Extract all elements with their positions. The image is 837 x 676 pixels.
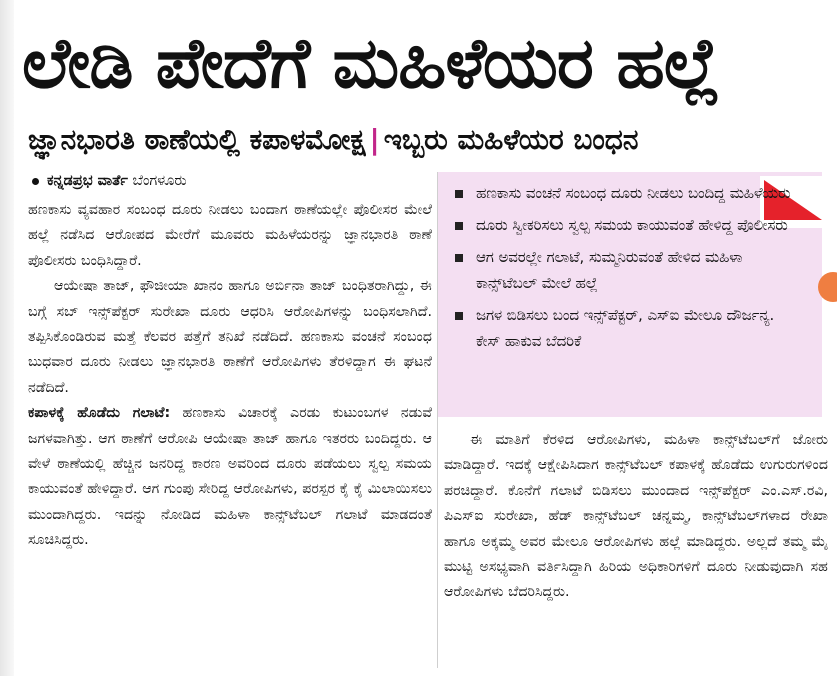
subheadline [28,120,836,160]
left-column [28,198,432,668]
paragraph-1: ಹಣಕಾಸು ವ್ಯವಹಾರ ಸಂಬಂಧ ದೂರು ನೀಡಲು ಬಂದಾಗ ಠಾಣೆಯಲ್ಲೇ ಪೊಲೀಸರ ಮೇಲೆ ಹಲ್ಲೆ ನಡೆಸಿದ ಆರೋಪದ ಮೇರೆಗೆ ಮೂವರು ಮಹಿಳೆಯರನ್ನು ಜ್ಞಾನಭಾರತಿ ಠಾಣೆ ಪೊಲೀಸರು ಬಂಧಿಸಿದ್ದಾರೆ. [28,202,432,269]
byline [32,168,432,194]
highlights-list [452,181,802,361]
square-bullet-icon [455,254,463,262]
subheadline-part-2: ಇಬ್ಬರು ಮಹಿಳೆಯರ ಬಂಧನ [383,123,639,156]
bullet-icon [32,178,39,185]
byline-place: ಬೆಂಗಳೂರು [132,173,187,189]
highlight-item [452,245,802,297]
highlight-item [452,181,802,207]
right-column [444,428,828,668]
paragraph-4: ಈ ಮಾತಿಗೆ ಕೆರಳಿದ ಆರೋಪಿಗಳು, ಮಹಿಳಾ ಕಾನ್ಸ್‌ಟೆಬಲ್‌ಗೆ ಜೋರು ಮಾಡಿದ್ದಾರೆ. ಇದಕ್ಕೆ ಆಕ್ಷೇಪಿಸಿದಾಗ ಕಾನ್ಸ್‌ಟೆಬಲ್ ಕಪಾಳಕ್ಕೆ ಹೊಡೆದು ಉಗುರುಗಳಿಂದ ಪರಚಿದ್ದಾರೆ. ಕೊನೆಗೆ ಗಲಾಟೆ ಬಿಡಿಸಲು ಮುಂದಾದ ಇನ್ಸ್‌ಪೆಕ್ಟರ್ ಎಂ.ಎಸ್.ರವಿ, ಪಿಎಸ್‌ಐ ಸುರೇಖಾ, ಹೆಡ್ ಕಾನ್ಸ್‌ಟೆಬಲ್ ಚನ್ನಮ್ಮ, ಕಾನ್ಸ್‌ಟೆಬಲ್‌ಗಳಾದ ರೇಖಾ ಹಾಗೂ ಅಕ್ಕಮ್ಮ ಅವರ ಮೇಲೂ ಆರೋಪಿಗಳು ಹಲ್ಲೆ ಮಾಡಿದ್ದರು. ಅಲ್ಲದೆ ತಮ್ಮ ಮೈ ಮುಟ್ಟಿ ಅಸಭ್ಯವಾಗಿ ವರ್ತಿಸಿದ್ದಾಗಿ ಹಿರಿಯ ಅಧಿಕಾರಿಗಳಿಗೆ ದೂರು ನೀಡುವುದಾಗಿ ಸಹ ಆರೋಪಿಗಳು ಬೆದರಿಸಿದ್ದರು. [444,432,828,601]
highlight-text: ಆಗ ಅವರಲ್ಲೇ ಗಲಾಟೆ, ಸುಮ್ಮನಿರುವಂತೆ ಹೇಳಿದ ಮಹಿಳಾ ಕಾನ್ಸ್‌ಟೆಬಲ್ ಮೇಲೆ ಹಲ್ಲೆ [476,249,743,292]
highlight-item [452,303,802,355]
highlight-text: ದೂರು ಸ್ವೀಕರಿಸಲು ಸ್ವಲ್ಪ ಸಮಯ ಕಾಯುವಂತೆ ಹೇಳಿದ್ದ ಪೊಲೀಸರು [476,217,788,234]
subheadline-part-1: ಜ್ಞಾನಭಾರತಿ ಠಾಣೆಯಲ್ಲಿ ಕಪಾಳಮೋಕ್ಷ [28,123,366,156]
paragraph-3-subhead: ಕಪಾಳಕ್ಕೆ ಹೊಡೆದು ಗಲಾಟೆ: [28,405,171,422]
square-bullet-icon [455,222,463,230]
paragraph-3-body: ಹಣಕಾಸು ವಿಚಾರಕ್ಕೆ ಎರಡು ಕುಟುಂಬಗಳ ನಡುವೆ ಜಗಳವಾಗಿತ್ತು. ಆಗ ಠಾಣೆಗೆ ಆರೋಪಿ ಆಯೇಷಾ ತಾಜ್ ಹಾಗೂ ಇತರರು ಬಂದಿದ್ದರು. ಆ ವೇಳೆ ಠಾಣೆಯಲ್ಲಿ ಹೆಚ್ಚಿನ ಜನರಿದ್ದ ಕಾರಣ ಅವರಿಂದ ದೂರು ಪಡೆಯಲು ಸ್ವಲ್ಪ ಸಮಯ ಕಾಯುವಂತೆ ಹೇಳಿದ್ದಾರೆ. ಆಗ ಗುಂಪು ಸೇರಿದ್ದ ಆರೋಪಿಗಳು, ಪರಸ್ಪರ ಕೈ ಕೈ ಮಿಲಾಯಿಸಲು ಮುಂದಾಗಿದ್ದರು. ಇದನ್ನು ನೋಡಿದ ಮಹಿಳಾ ಕಾನ್ಸ್‌ಟೆಬಲ್ ಗಲಾಟೆ ಮಾಡದಂತೆ ಸೂಚಿಸಿದ್ದರು. [28,405,432,549]
paragraph-3 [28,401,432,553]
square-bullet-icon [455,312,463,320]
page-edge [0,0,14,676]
highlight-item [452,213,802,239]
paragraph-2: ಆಯೇಷಾ ತಾಜ್, ಫೌಜೀಯಾ ಖಾನಂ ಹಾಗೂ ಅರ್ಬಿನಾ ತಾಜ್ ಬಂಧಿತರಾಗಿದ್ದು, ಈ ಬಗ್ಗೆ ಸಬ್ ಇನ್ಸ್‌ಪೆಕ್ಟರ್ ಸುರೇಖಾ ದೂರು ಆಧರಿಸಿ ಆರೋಪಿಗಳನ್ನು ಬಂಧಿಸಲಾಗಿದೆ. ತಪ್ಪಿಸಿಕೊಂಡಿರುವ ಮತ್ತೆ ಕೆಲವರ ಪತ್ತೆಗೆ ತನಿಖೆ ನಡೆದಿದೆ. ಹಣಕಾಸು ವಂಚನೆ ಸಂಬಂಧ ಬುಧವಾರ ದೂರು ನೀಡಲು ಜ್ಞಾನಭಾರತಿ ಠಾಣೆಗೆ ಆರೋಪಿಗಳು ತೆರಳಿದ್ದಾಗ ಈ ಘಟನೆ ನಡೆದಿದೆ. [28,278,432,396]
square-bullet-icon [455,190,463,198]
byline-source: ಕನ್ನಡಪ್ರಭ ವಾರ್ತೆ [47,173,128,189]
highlight-text: ಜಗಳ ಬಿಡಿಸಲು ಬಂದ ಇನ್ಸ್‌ಪೆಕ್ಟರ್, ಎಸ್ಐ ಮೇಲೂ ದೌರ್ಜನ್ಯ. ಕೇಸ್ ಹಾಕುವ ಬೆದರಿಕೆ [476,307,775,350]
highlight-text: ಹಣಕಾಸು ವಂಚನೆ ಸಂಬಂಧ ದೂರು ನೀಡಲು ಬಂದಿದ್ದ ಮಹಿಳೆಯರು [476,185,791,202]
subheadline-separator: | [369,123,380,156]
headline: ಲೇಡಿ ಪೇದೆಗೆ ಮಹಿಳೆಯರ ಹಲ್ಲೆ [22,22,720,104]
